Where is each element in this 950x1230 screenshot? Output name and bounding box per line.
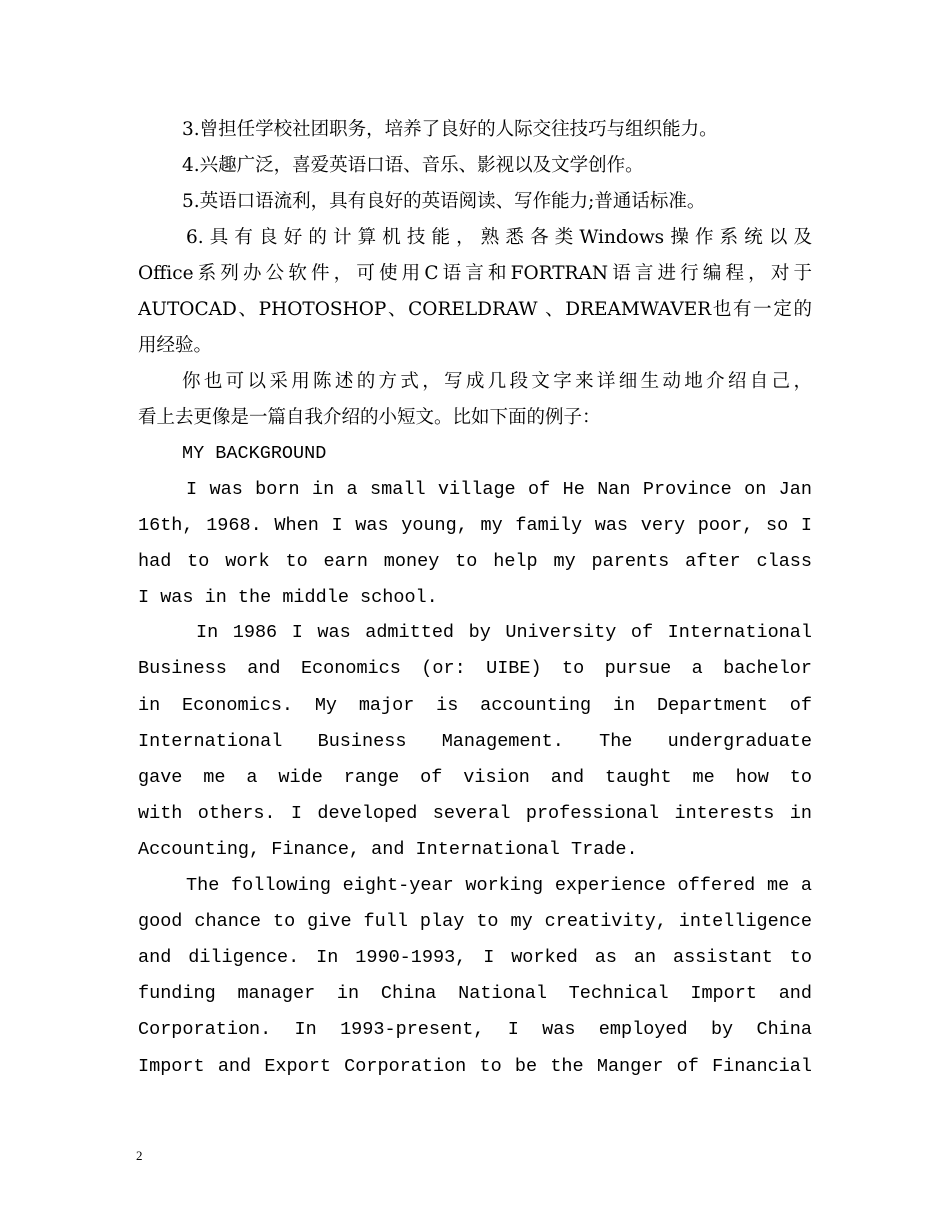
intro-paragraph-line-1: 你也可以采用陈述的方式，写成几段文字来详细生动地介绍自己， [182, 371, 812, 392]
paragraph-2-line-5: gave me a wide range of vision and taught me how to [138, 767, 812, 788]
list-item-6-line-4: 用经验。 [138, 335, 213, 356]
paragraph-1-line-3: had to work to earn money to help my parents after class [138, 551, 812, 572]
paragraph-2-line-4: International Business Management. The undergraduate [138, 731, 812, 752]
paragraph-2-line-1: In 1986 I was admitted by University of International [196, 622, 812, 643]
intro-paragraph-line-2: 看上去更像是一篇自我介绍的小短文。比如下面的例子： [138, 407, 601, 428]
paragraph-3-line-1: The following eight-year working experience offered me a [186, 875, 812, 896]
paragraph-3-line-5: Corporation. In 1993-present, I was employed by China [138, 1019, 812, 1040]
page-number: 2 [136, 1148, 143, 1163]
section-heading: MY BACKGROUND [182, 443, 327, 464]
paragraph-3-line-4: funding manager in China National Technical Import and [138, 983, 812, 1004]
paragraph-3-line-6: Import and Export Corporation to be the Manger of Financial [138, 1056, 812, 1077]
paragraph-2-line-6: with others. I developed several professional interests in [138, 803, 812, 824]
paragraph-1-line-2: 16th, 1968. When I was young, my family was very poor, so I [138, 515, 812, 536]
paragraph-2-line-3: in Economics. My major is accounting in Department of [138, 695, 812, 716]
paragraph-2-line-7: Accounting, Finance, and International Trade. [138, 839, 638, 860]
paragraph-1-line-4: I was in the middle school. [138, 587, 438, 608]
list-item-6-line-2: Office系列办公软件，可使用C语言和FORTRAN语言进行编程，对于 [138, 263, 812, 284]
list-item-3: 3.曾担任学校社团职务，培养了良好的人际交往技巧与组织能力。 [182, 119, 718, 140]
paragraph-2-line-2: Business and Economics (or: UIBE) to pursue a bachelor [138, 658, 812, 679]
paragraph-3-line-2: good chance to give full play to my creativity, intelligence [138, 911, 812, 932]
paragraph-3-line-3: and diligence. In 1990-1993, I worked as an assistant to [138, 947, 812, 968]
list-item-5: 5.英语口语流利，具有良好的英语阅读、写作能力;普通话标准。 [182, 191, 706, 212]
list-item-6-line-1: 6.具有良好的计算机技能，熟悉各类Windows操作系统以及 [186, 227, 812, 248]
list-item-6-line-3: AUTOCAD、PHOTOSHOP、CORELDRAW 、DREAMWAVER也有一定的 [138, 299, 812, 320]
paragraph-1-line-1: I was born in a small village of He Nan Province on Jan [186, 479, 812, 500]
list-item-4: 4.兴趣广泛，喜爱英语口语、音乐、影视以及文学创作。 [182, 155, 644, 176]
